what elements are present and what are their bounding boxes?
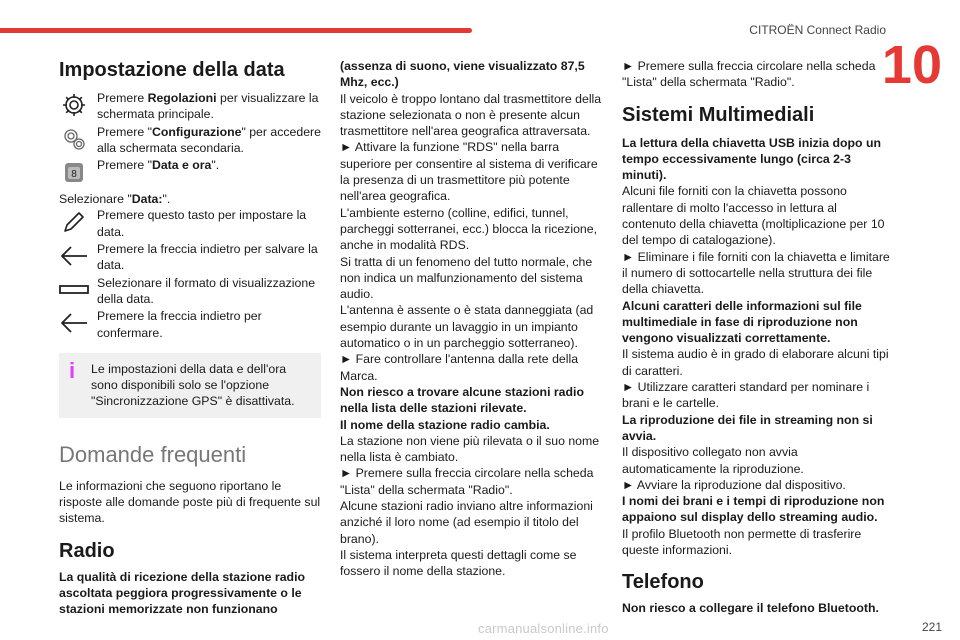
phone-question-1: Non riesco a collegare il telefono Bluetooth. [622,601,879,616]
pencil-icon [59,207,89,237]
back-arrow-icon [59,308,89,338]
page-number: 221 [921,620,942,634]
info-box [59,353,321,418]
step2-text-pre: Premere " [97,124,152,139]
section-title-phone: Telefono [622,571,704,594]
step1-text-pre: Premere [97,91,148,105]
sub-step-4: Premere la freccia indietro per confermare. [97,309,262,340]
radio-action-2: ► Fare controllare l'antenna dalla rete della Marca. [340,352,579,383]
multimedia-action-1: ► Eliminare i file forniti con la chiavetta e limitare il numero di sottocartelle nella struttura dei file della chiavetta. [622,249,890,297]
multimedia-action-2: ► Utilizzare caratteri standard per nominare i brani e le cartelle. [622,380,870,411]
multimedia-answer-3: Il dispositivo collegato non avvia automaticamente la riproduzione. [622,445,804,476]
radio-answer-3: La stazione non viene più rilevata o il suo nome nella lista è cambiato. [340,433,600,465]
header-title: CITROËN Connect Radio [749,23,886,37]
radio-answer-3b: Alcune stazioni radio inviano altre informazioni anziché il loro nome (ad esempio il titolo del brano). [340,499,593,546]
format-bar-icon [59,275,89,305]
multimedia-action-3: ► Avviare la riproduzione dal dispositivo. [622,477,846,492]
step2-bold: Configurazione [151,124,242,139]
step3-text-post: ". [211,158,220,173]
multimedia-answer-4: Il profilo Bluetooth non permette di trasferire queste informazioni. [622,526,862,558]
back-arrow-icon [59,241,89,271]
step2-text-post: " per accedere alla schermata secondaria. [97,124,321,155]
multimedia-answer-2: Il sistema audio è in grado di elaborare alcuni tipi di caratteri. [622,347,889,378]
multimedia-question-3: La riproduzione dei file in streaming non si avvia. [622,412,873,443]
multimedia-question-4: I nomi dei brani e i tempi di riproduzione non appaiono sul display dello streaming audio. [622,494,885,525]
radio-action-1: ► Attivare la funzione "RDS" nella barra superiore per consentire al sistema di verificare la presenza di un trasmettitore più potente nell'area geografica. [340,140,598,204]
select-date-text [59,191,321,207]
sub-step-row [59,275,321,308]
section-title-date: Impostazione della data [59,59,285,81]
step3-text-pre: Premere " [97,158,152,173]
sub-step-1: Premere questo tasto per impostare la data. [97,208,307,239]
section-title-multimedia: Sistemi Multimediali [622,103,815,126]
radio-answer-1c: Si tratta di un fenomeno del tutto normale, che non indica un malfunzionamento del sistema audio. [340,254,593,302]
info-text: Le impostazioni della data e dell'ora sono disponibili solo se l'opzione "Sincronizzazione GPS" è disattivata. [91,361,295,409]
column-3 [622,58,890,617]
sub-step-row [59,207,321,240]
watermark: carmanualsonline.info [478,621,609,636]
radio-question-3: Il nome della stazione radio cambia. [340,417,550,432]
multimedia-question-1: La lettura della chiavetta USB inizia dopo un tempo eccessivamente lungo (circa 2-3 minuti). [622,135,881,183]
svg-text:8: 8 [71,169,77,181]
sub-step-row [59,308,321,341]
multimedia-question-2: Alcuni caratteri delle informazioni sul file multimediale in fase di riproduzione non vengono visualizzati correttamente. [622,298,862,346]
step1-text-post: per visualizzare la schermata principale. [97,91,319,122]
radio-answer-1b: L'ambiente esterno (colline, edifici, tunnel, parcheggi sotterranei, ecc.) blocca la ricezione, anche in modalità RDS. [340,205,597,253]
radio-question-2: Non riesco a trovare alcune stazioni radio nella lista delle stazioni rilevate. [340,384,584,416]
radio-action-3: ► Premere sulla freccia circolare nella scheda "Lista" della schermata "Radio". [340,466,594,497]
faq-intro: Le informazioni che seguono riportano le risposte alle domande poste più di frequente sul sistema. [59,478,321,526]
step1-bold: Regolazioni [147,91,217,105]
step3-bold: Data e ora [151,158,212,173]
radio-answer-1: Il veicolo è troppo lontano dal trasmettitore della stazione selezionata o non è presente alcun trasmettitore nell'area geografica attraversata. [340,91,602,139]
radio-question-1: La qualità di ricezione della stazione radio ascoltata peggiora progressivamente o le stazioni memorizzate non funzionano [59,569,305,617]
radio-answer-1d: L'antenna è assente o è stata danneggiata (ad esempio durante un lavaggio in un impianto automatico o in un parcheggio sotterraneo). [340,303,594,351]
chapter-number: 10 [881,35,942,95]
settings-gear-icon [59,124,89,154]
column-2 [340,58,602,580]
column-1 [59,58,321,618]
sub-step-row [59,241,321,274]
step-row [59,90,321,123]
select-bold: Data: [131,192,163,207]
section-title-radio: Radio [59,539,115,562]
step-row [59,124,321,157]
section-title-faq: Domande frequenti [59,441,247,467]
info-icon: i [69,357,76,383]
step-row [59,157,321,187]
header-accent-bar [0,28,472,33]
sub-step-2: Premere la freccia indietro per salvare la data. [97,242,318,273]
select-post: ". [162,192,171,207]
gear-icon [59,90,89,120]
calendar-icon [59,157,89,187]
select-pre: Selezionare " [59,192,132,207]
radio-answer-3c: Il sistema interpreta questi dettagli come se fossero il nome della stazione. [340,547,577,579]
multimedia-answer-1: Alcuni file forniti con la chiavetta possono rallentare di molto l'accesso in lettura al contenuto della chiavetta (moltiplicazione per 10 del tempo di catalogazione). [622,184,885,248]
sub-step-3: Selezionare il formato di visualizzazione della data. [97,275,316,306]
radio-question-1-cont: (assenza di suono, viene visualizzato 87,5 Mhz, ecc.) [340,59,585,90]
radio-action-3b: ► Premere sulla freccia circolare nella scheda "Lista" della schermata "Radio". [622,59,876,90]
